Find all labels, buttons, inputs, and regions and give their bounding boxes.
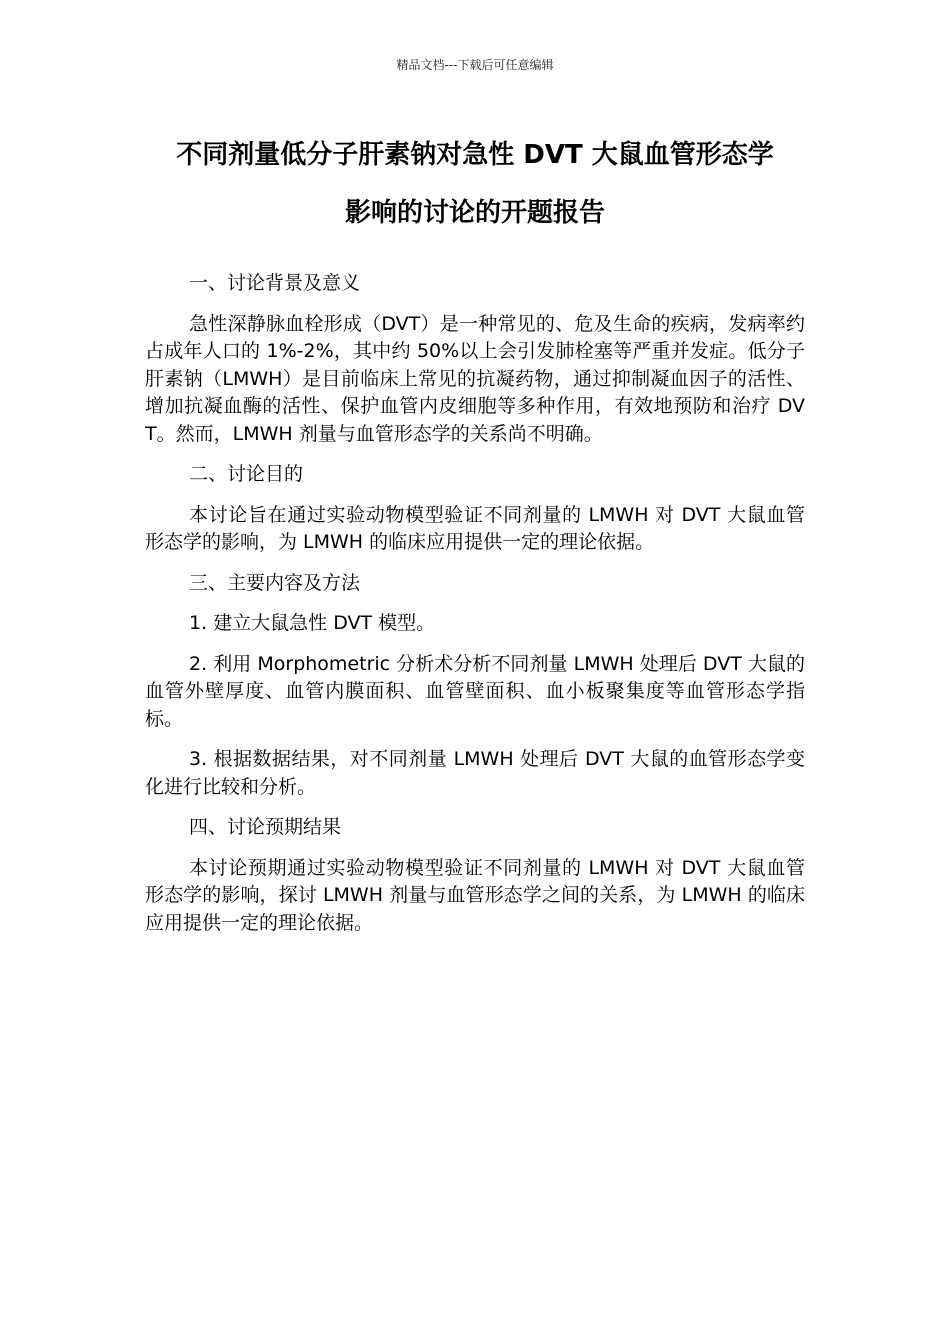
page-header: 精品文档---下载后可任意编辑 xyxy=(396,58,554,72)
section-4-heading: 四、讨论预期结果 xyxy=(189,816,342,838)
section-1-heading: 一、讨论背景及意义 xyxy=(189,272,361,294)
section-2-heading: 二、讨论目的 xyxy=(189,463,304,485)
section-2-paragraph: 本讨论旨在通过实验动物模型验证不同剂量的 LMWH 对 DVT 大鼠血管形态学的影响，为 LMWH 的临床应用提供一定的理论依据。 xyxy=(145,503,805,553)
title-line-2: 影响的讨论的开题报告 xyxy=(344,198,605,228)
section-3-item-2: 2. 利用 Morphometric 分析术分析不同剂量 LMWH 处理后 DVT 大鼠的血管外壁厚度、血管内膜面积、血管壁面积、血小板聚集度等血管形态学指标。 xyxy=(145,652,805,730)
document-body xyxy=(145,270,805,950)
title-line-1: 不同剂量低分子肝素钠对急性 DVT 大鼠血管形态学 xyxy=(176,140,774,170)
section-3-heading: 三、主要内容及方法 xyxy=(189,571,361,594)
section-1-paragraph: 急性深静脉血栓形成（DVT）是一种常见的、危及生命的疾病，发病率约占成年人口的 1%-2%，其中约 50%以上会引发肺栓塞等严重并发症。低分子肝素钠（LMWH）是目前临床上常见的抗凝药物，通过抑制凝血因子的活性、增加抗凝血酶的活性、保护血管内皮细胞等多种作用，有效地预防和治疗 DVT。然而，LMWH 剂量与血管形态学的关系尚不明确。 xyxy=(145,312,805,445)
section-3-item-1: 1. 建立大鼠急性 DVT 模型。 xyxy=(189,612,436,634)
section-4-paragraph: 本讨论预期通过实验动物模型验证不同剂量的 LMWH 对 DVT 大鼠血管形态学的影响，探讨 LMWH 剂量与血管形态学之间的关系，为 LMWH 的临床应用提供一定的理论依据。 xyxy=(145,856,805,934)
section-3-item-3: 3. 根据数据结果，对不同剂量 LMWH 处理后 DVT 大鼠的血管形态学变化进行比较和分析。 xyxy=(145,748,805,798)
